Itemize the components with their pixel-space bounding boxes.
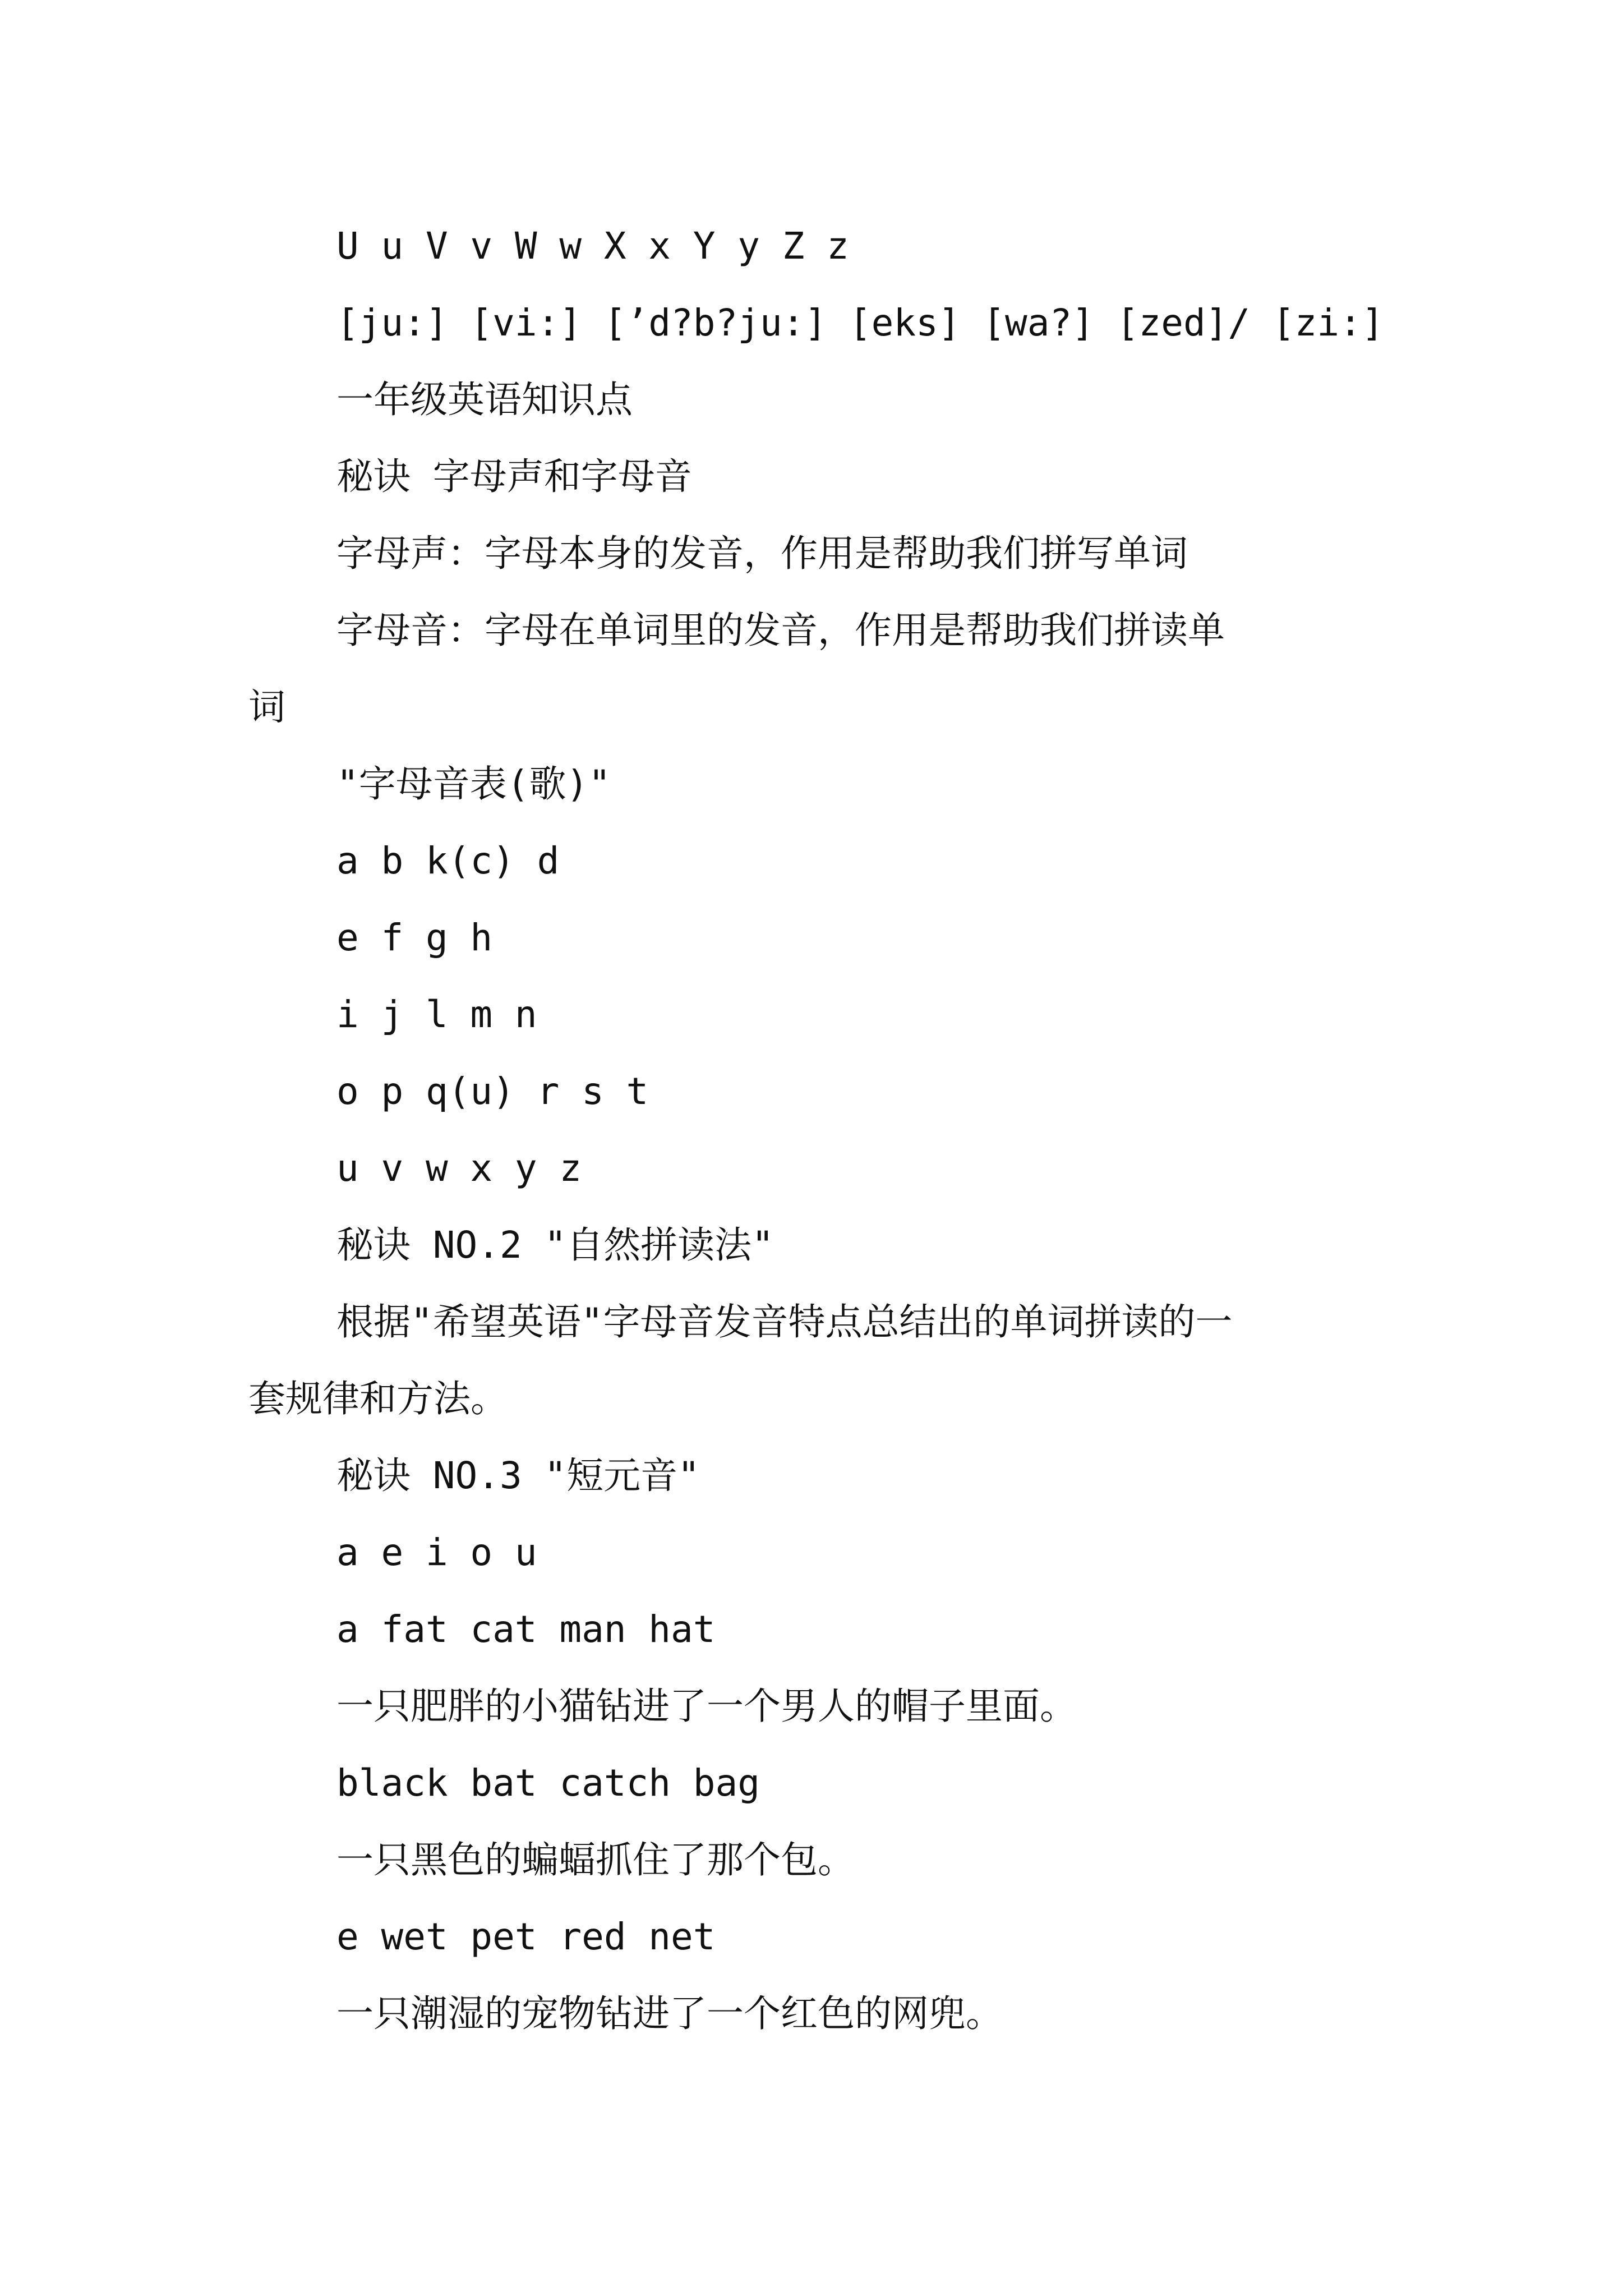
letter-sound-row-1: a b k(c) d <box>336 839 560 882</box>
document-body <box>248 208 1404 2052</box>
short-e-example: e wet pet red net <box>336 1915 716 1958</box>
short-a-translation-2: 一只黑色的蝙蝠抓住了那个包。 <box>336 1838 855 1881</box>
section-title: 一年级英语知识点 <box>336 378 633 421</box>
letter-sound-definition: 字母音：字母在单词里的发音，作用是帮助我们拼读单 <box>336 609 1225 652</box>
phonics-description-continued: 套规律和方法。 <box>248 1377 508 1420</box>
short-a-translation: 一只肥胖的小猫钻进了一个男人的帽子里面。 <box>336 1685 1077 1728</box>
alphabet-letters-line: U u V v W w X x Y y Z z <box>336 224 849 268</box>
letter-sound-chart-title: "字母音表(歌)" <box>336 762 611 806</box>
phonetic-symbols-line: [ju:] [vi:] [’d?b?ju:] [eks] [wa?] [zed]/ [zi:] <box>336 301 1384 344</box>
letter-sound-row-4: o p q(u) r s t <box>336 1070 649 1113</box>
short-a-example-2: black bat catch bag <box>336 1761 760 1805</box>
letter-sound-row-5: u v w x y z <box>336 1147 582 1190</box>
tip-heading-2: 秘诀 NO.2 "自然拼读法" <box>336 1223 774 1267</box>
short-e-translation: 一只潮湿的宠物钻进了一个红色的网兜。 <box>336 1992 1003 2035</box>
letter-sound-row-2: e f g h <box>336 916 493 959</box>
short-vowels-line: a e i o u <box>336 1531 537 1574</box>
letter-sound-row-3: i j l m n <box>336 993 537 1036</box>
tip-heading-3: 秘诀 NO.3 "短元音" <box>336 1454 700 1497</box>
short-a-example: a fat cat man hat <box>336 1608 716 1651</box>
letter-sound-definition-continued: 词 <box>248 685 285 729</box>
letter-name-definition: 字母声：字母本身的发音，作用是帮助我们拼写单词 <box>336 532 1188 575</box>
tip-heading-1: 秘诀 字母声和字母音 <box>336 455 692 498</box>
phonics-description: 根据"希望英语"字母音发音特点总结出的单词拼读的一 <box>336 1300 1233 1343</box>
